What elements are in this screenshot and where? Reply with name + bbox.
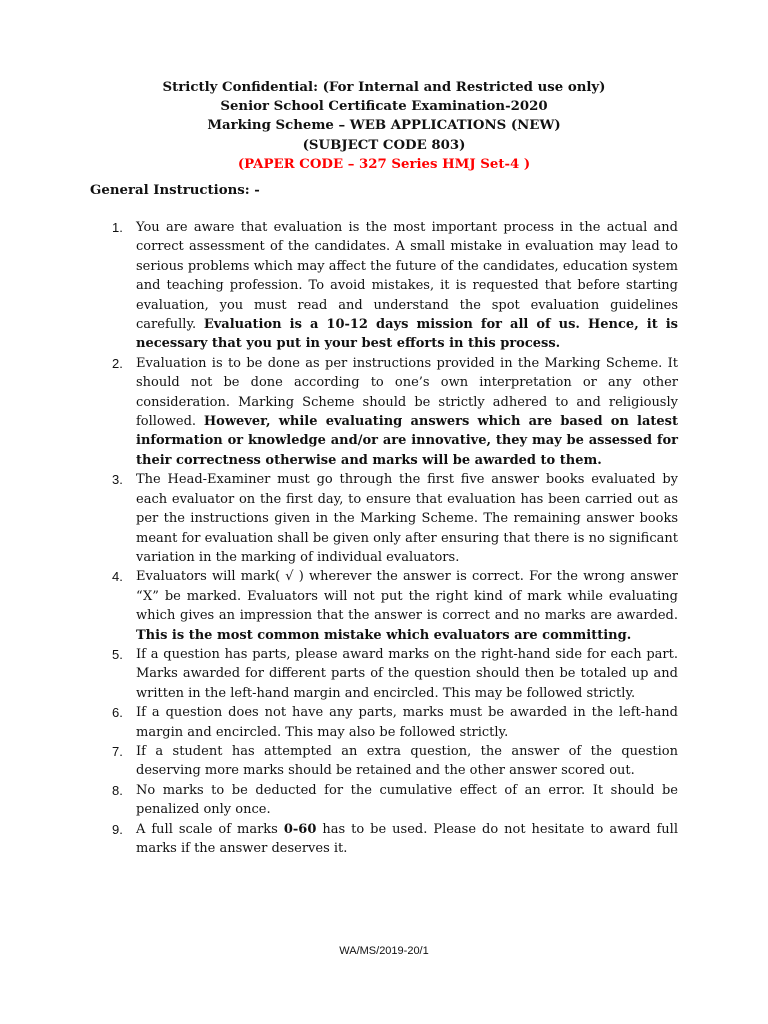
- item-text: Evaluators will mark( √ ) wherever the answer is correct. For the wrong answer “X” be marked. Evaluators will not put the right kind of mark while evaluating which gives an impression that the answer is correct and no marks are awarded.: [136, 569, 678, 624]
- item-bold-text: 0-60: [283, 821, 317, 837]
- section-title: General Instructions: -: [90, 183, 260, 198]
- item-bold-text: This is the most common mistake which evaluators are committing.: [136, 627, 632, 643]
- item-text: If a student has attempted an extra question, the answer of the question deserving more marks should be retained and the other answer scored out.: [136, 743, 678, 779]
- item-number: 9.: [112, 821, 123, 837]
- list-item: [112, 218, 678, 354]
- item-number: 8.: [112, 782, 123, 798]
- item-number: 7.: [112, 743, 123, 759]
- page-footer: WA/MS/2019-20/1: [339, 945, 429, 957]
- subject-code: (SUBJECT CODE 803): [302, 137, 466, 153]
- list-item: [112, 645, 678, 703]
- marking-scheme-title: Marking Scheme – WEB APPLICATIONS (NEW): [207, 118, 561, 134]
- item-number: 5.: [112, 646, 123, 662]
- item-text: If a question has parts, please award marks on the right-hand side for each part. Marks awarded for different parts of the question should then be totaled up and written in the left-hand margin and encircled. This may be followed strictly.: [136, 646, 678, 701]
- list-item: [112, 820, 678, 859]
- item-text: No marks to be deducted for the cumulative effect of an error. It should be penalized only once.: [136, 782, 678, 818]
- exam-title: Senior School Certificate Examination-2020: [220, 99, 548, 115]
- confidential-line: Strictly Confidential: (For Internal and Restricted use only): [162, 80, 606, 95]
- document-header: [0, 78, 768, 174]
- list-item: [112, 354, 678, 470]
- item-number: 6.: [112, 705, 123, 721]
- item-text: Evaluation is to be done as per instructions provided in the Marking Scheme. It should not be done according to one’s own interpretation or any other consideration. Marking Scheme should be strictly adhered to and religiously followed.: [136, 355, 678, 430]
- item-text-after: has to be used. Please do not hesitate to award full marks if the answer deserves it.: [136, 821, 678, 856]
- item-bold-text: However, while evaluating answers which are based on latest information or knowledge and/or are innovative, they may be assessed for their correctness otherwise and marks will be awarded to them.: [136, 414, 678, 468]
- item-text: A full scale of marks: [136, 821, 284, 837]
- item-number: 2.: [112, 355, 123, 371]
- list-item: [112, 742, 678, 781]
- item-bold-text: Evaluation is a 10-12 days mission for all of us. Hence, it is necessary that you put in your best efforts in this process.: [136, 317, 678, 352]
- instructions-list: [112, 218, 678, 858]
- item-number: 1.: [112, 220, 123, 235]
- list-item: [112, 470, 678, 567]
- list-item: [112, 567, 678, 645]
- item-text: You are aware that evaluation is the most important process in the actual and correct assessment of the candidates. A small mistake in evaluation may lead to serious problems which may affect the future of the candidates, education system and teaching profession. To avoid mistakes, it is requested that before starting evaluation, you must read and understand the spot evaluation guidelines carefully.: [136, 220, 678, 333]
- item-number: 4.: [112, 569, 123, 585]
- paper-code: (PAPER CODE – 327 Series HMJ Set-4 ): [237, 156, 531, 172]
- item-number: 3.: [112, 472, 123, 488]
- list-item: [112, 781, 678, 820]
- list-item: [112, 703, 678, 742]
- item-text: If a question does not have any parts, marks must be awarded in the left-hand margin and encircled. This may also be followed strictly.: [136, 705, 678, 740]
- item-text: The Head-Examiner must go through the first five answer books evaluated by each evaluator on the first day, to ensure that evaluation has been carried out as per the instructions given in the Marking Scheme. The remaining answer books meant for evaluation shall be given only after ensuring that there is no significant variation in the marking of individual evaluators.: [136, 472, 678, 565]
